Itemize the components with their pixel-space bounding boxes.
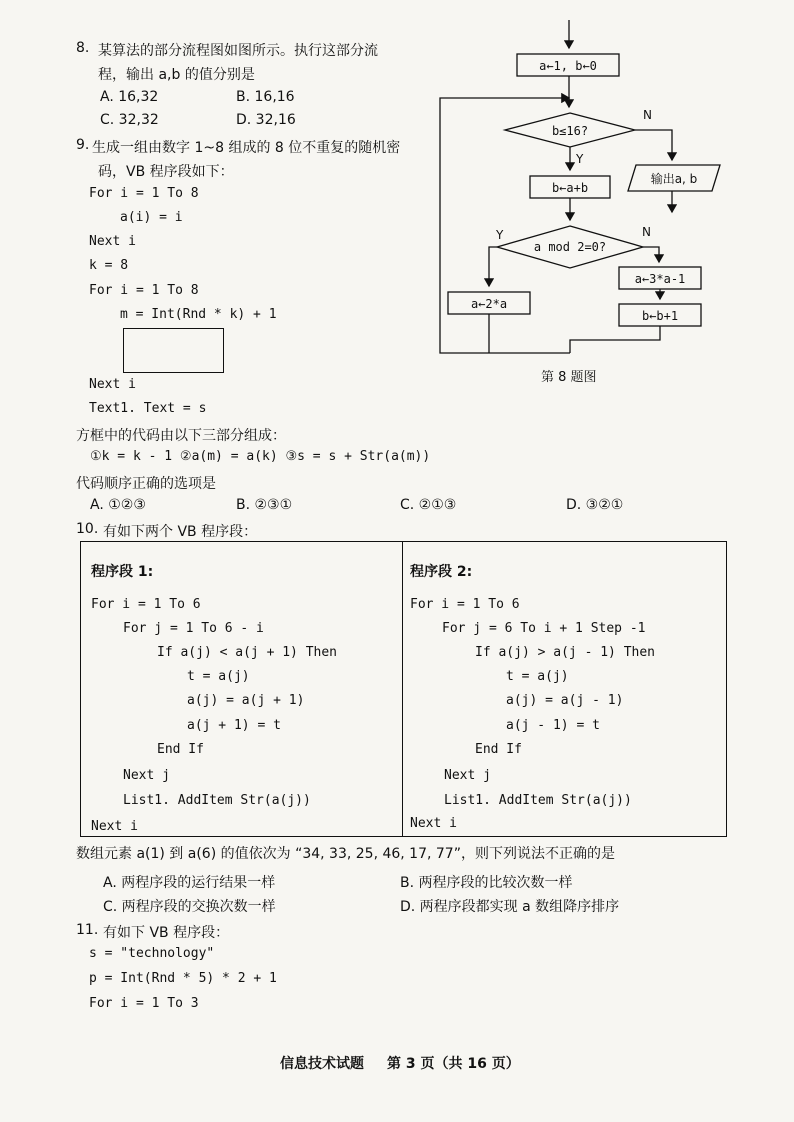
q10-seg2-line: a(j - 1) = t [506, 718, 600, 733]
q9-number: 9. [76, 137, 90, 153]
q8-option-a: A. 16,32 [100, 89, 159, 105]
q11-code-line: p = Int(Rnd * 5) * 2 + 1 [89, 971, 277, 986]
q8-stem-line2: 程，输出 a,b 的值分别是 [98, 67, 255, 83]
q8-flowchart [430, 20, 730, 365]
fc-right2-text: b←b+1 [641, 309, 679, 323]
q10-option-a: A. 两程序段的运行结果一样 [103, 875, 276, 891]
fc-yes1-label: Y [576, 152, 584, 166]
q9-code-line: For i = 1 To 8 [89, 283, 199, 298]
q10-seg2-line: End If [475, 742, 522, 757]
q10-seg1-line: End If [157, 742, 204, 757]
q10-seg1-line: a(j) = a(j + 1) [187, 693, 305, 708]
q9-option-c: C. ②①③ [400, 497, 457, 513]
fc-right1-text: a←3*a-1 [634, 272, 686, 286]
q10-seg2-line: List1. AddItem Str(a(j)) [444, 793, 632, 808]
fc-yes2-label: Y [496, 228, 504, 242]
q8-option-c: C. 32,32 [100, 112, 159, 128]
q8-figure-caption: 第 8 题图 [541, 370, 597, 385]
q11-code-line: For i = 1 To 3 [89, 996, 199, 1011]
q10-condition: 数组元素 a(1) 到 a(6) 的值依次为 “34, 33, 25, 46, 17, 77”，则下列说法不正确的是 [76, 846, 615, 862]
q11-code-line: s = "technology" [89, 946, 215, 961]
q10-seg1-title: 程序段 1: [91, 564, 154, 580]
q10-seg2-line: t = a(j) [506, 669, 569, 684]
q9-stem-line1: 生成一组由数字 1~8 组成的 8 位不重复的随机密 [92, 140, 401, 156]
q8-option-b: B. 16,16 [236, 89, 295, 105]
q10-seg1-line: For j = 1 To 6 - i [123, 621, 264, 636]
q10-seg1-line: If a(j) < a(j + 1) Then [157, 645, 338, 660]
q10-number: 10. [76, 521, 99, 537]
fc-output-text: 输出a, b [650, 172, 698, 186]
q10-option-d: D. 两程序段都实现 a 数组降序排序 [400, 899, 620, 915]
q10-seg1-line: t = a(j) [187, 669, 250, 684]
fc-no2-label: N [642, 225, 651, 239]
q10-option-c: C. 两程序段的交换次数一样 [103, 899, 276, 915]
q8-stem-line1: 某算法的部分流程图如图所示。执行这部分流 [98, 43, 378, 59]
q10-stem: 有如下两个 VB 程序段： [103, 524, 258, 540]
fc-init-text: a←1, b←0 [539, 59, 597, 73]
q10-seg2-line: For j = 6 To i + 1 Step -1 [442, 621, 646, 636]
q10-seg2-title: 程序段 2: [410, 564, 473, 580]
q9-code-line: k = 8 [89, 258, 129, 273]
q10-option-b: B. 两程序段的比较次数一样 [400, 875, 573, 891]
footer-subject: 信息技术试题 [280, 1056, 364, 1072]
q11-number: 11. [76, 922, 99, 938]
q10-seg2-line: For i = 1 To 6 [410, 597, 520, 612]
q8-option-d: D. 32,16 [236, 112, 296, 128]
q9-code-line: a(i) = i [120, 210, 183, 225]
q10-seg1-line: Next i [91, 819, 138, 834]
fc-cond1-text: b≤16? [551, 124, 589, 138]
q9-parts-intro: 方框中的代码由以下三部分组成： [76, 428, 286, 444]
footer-page-number: 第 3 页（共 16 页） [387, 1056, 520, 1072]
q10-seg2-line: Next i [410, 816, 457, 831]
q9-blank-code-box [123, 328, 224, 373]
q10-seg1-line: a(j + 1) = t [187, 718, 281, 733]
q9-code-line: Next i [89, 234, 136, 249]
q9-option-d: D. ③②① [566, 497, 624, 513]
q9-option-a: A. ①②③ [90, 497, 146, 513]
q9-code-line: m = Int(Rnd * k) + 1 [120, 307, 277, 322]
q10-seg1-line: List1. AddItem Str(a(j)) [123, 793, 311, 808]
q10-seg1-line: For i = 1 To 6 [91, 597, 201, 612]
fc-left-text: a←2*a [470, 297, 508, 311]
q10-seg2-line: If a(j) > a(j - 1) Then [475, 645, 656, 660]
q10-seg1-line: Next j [123, 768, 170, 783]
q9-code-line: For i = 1 To 8 [89, 186, 199, 201]
q10-seg2-line: a(j) = a(j - 1) [506, 693, 624, 708]
q9-order-question: 代码顺序正确的选项是 [76, 476, 216, 492]
fc-step-text: b←a+b [551, 181, 589, 195]
fc-no1-label: N [643, 108, 652, 122]
q11-stem: 有如下 VB 程序段： [103, 925, 230, 941]
q8-number: 8. [76, 40, 90, 56]
fc-cond2-text: a mod 2=0? [533, 240, 607, 254]
q9-code-line: Next i [89, 377, 136, 392]
q9-parts-list: ①k = k - 1 ②a(m) = a(k) ③s = s + Str(a(m)) [90, 449, 431, 464]
q9-code-line: Text1. Text = s [89, 401, 207, 416]
q9-stem-line2: 码，VB 程序段如下： [98, 164, 234, 180]
q10-seg2-line: Next j [444, 768, 491, 783]
q10-table-divider [402, 541, 403, 837]
q9-option-b: B. ②③① [236, 497, 293, 513]
